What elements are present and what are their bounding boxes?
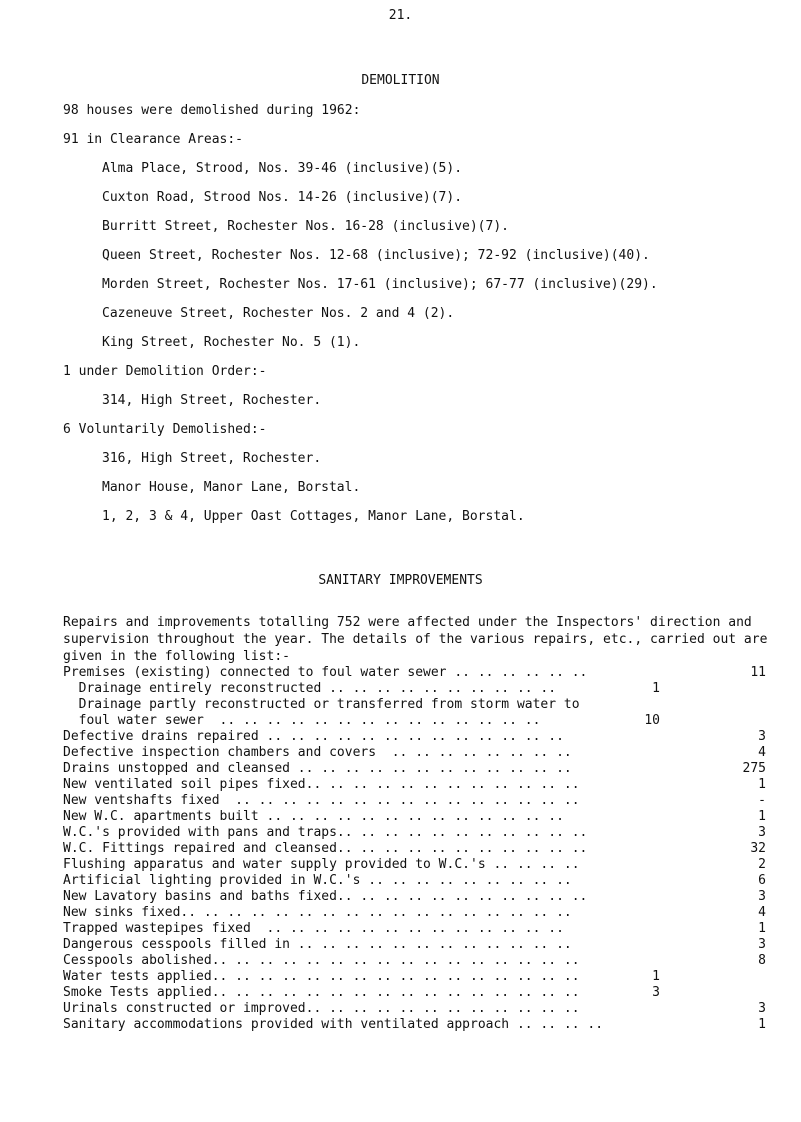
list-item-label: Premises (existing) connected to foul water sewer .. .. .. .. .. .. — [63, 665, 588, 680]
list-item-total: 1 — [758, 777, 766, 792]
list-item-label: Smoke Tests applied.. .. .. .. .. .. .. .. .. .. .. .. .. .. .. .. — [63, 985, 580, 1000]
list-item-label: New sinks fixed.. .. .. .. .. .. .. .. .. .. .. .. .. .. .. .. .. — [63, 905, 572, 920]
sanitary-intro: Repairs and improvements totalling 752 were affected under the Inspectors' direction and supervision throughout the year. The details of the various repairs, etc., carried out are given in the following list:- — [63, 615, 768, 664]
list-item-total: 6 — [758, 873, 766, 888]
demolition-line: 1, 2, 3 & 4, Upper Oast Cottages, Manor Lane, Borstal. — [102, 509, 525, 524]
list-item-label: W.C. Fittings repaired and cleansed.. .. .. .. .. .. .. .. .. .. .. — [63, 841, 588, 856]
list-item-total: 11 — [750, 665, 766, 680]
list-item-total: 1 — [758, 921, 766, 936]
list-item-label: Trapped wastepipes fixed .. .. .. .. .. .. .. .. .. .. .. .. .. — [63, 921, 564, 936]
list-item-total: 3 — [758, 937, 766, 952]
list-item-subtotal: 3 — [652, 985, 660, 1000]
demolition-line: 1 under Demolition Order:- — [63, 364, 267, 379]
demolition-line: 316, High Street, Rochester. — [102, 451, 322, 466]
demolition-line: Queen Street, Rochester Nos. 12-68 (inclusive); 72-92 (inclusive)(40). — [102, 248, 650, 263]
list-item-label: New W.C. apartments built .. .. .. .. .. .. .. .. .. .. .. .. .. — [63, 809, 564, 824]
demolition-line: Alma Place, Strood, Nos. 39-46 (inclusive)(5). — [102, 161, 463, 176]
demolition-line: 98 houses were demolished during 1962: — [63, 103, 361, 118]
list-item-total: 3 — [758, 889, 766, 904]
list-item-total: 3 — [758, 825, 766, 840]
page-number: 21. — [388, 8, 413, 23]
list-item-label: Urinals constructed or improved.. .. .. .. .. .. .. .. .. .. .. .. — [63, 1001, 580, 1016]
list-item-subtotal: 1 — [652, 681, 660, 696]
list-item-label: Cesspools abolished.. .. .. .. .. .. .. .. .. .. .. .. .. .. .. .. — [63, 953, 580, 968]
sanitary-heading: SANITARY IMPROVEMENTS — [318, 573, 483, 588]
list-item-total: 3 — [758, 1001, 766, 1016]
demolition-line: 91 in Clearance Areas:- — [63, 132, 244, 147]
demolition-line: 314, High Street, Rochester. — [102, 393, 322, 408]
list-item-label: Sanitary accommodations provided with ventilated approach .. .. .. .. — [63, 1017, 604, 1032]
list-item-label: Dangerous cesspools filled in .. .. .. .. .. .. .. .. .. .. .. .. — [63, 937, 572, 952]
list-item-label: Defective drains repaired .. .. .. .. .. .. .. .. .. .. .. .. .. — [63, 729, 564, 744]
demolition-line: Burritt Street, Rochester Nos. 16-28 (inclusive)(7). — [102, 219, 509, 234]
demolition-line: Manor House, Manor Lane, Borstal. — [102, 480, 361, 495]
list-item-label: Water tests applied.. .. .. .. .. .. .. .. .. .. .. .. .. .. .. .. — [63, 969, 580, 984]
list-item-label: Drainage partly reconstructed or transferred from storm water to — [63, 697, 580, 712]
list-item-total: 32 — [750, 841, 766, 856]
list-item-subtotal: 10 — [644, 713, 660, 728]
demolition-line: Cuxton Road, Strood Nos. 14-26 (inclusive)(7). — [102, 190, 463, 205]
list-item-label: Drains unstopped and cleansed .. .. .. .. .. .. .. .. .. .. .. .. — [63, 761, 572, 776]
demolition-line: Morden Street, Rochester Nos. 17-61 (inclusive); 67-77 (inclusive)(29). — [102, 277, 658, 292]
demolition-heading: DEMOLITION — [361, 73, 440, 88]
list-item-label: W.C.'s provided with pans and traps.. .. .. .. .. .. .. .. .. .. .. — [63, 825, 588, 840]
list-item-label: Artificial lighting provided in W.C.'s .. .. .. .. .. .. .. .. .. — [63, 873, 572, 888]
list-item-total: 8 — [758, 953, 766, 968]
list-item-label: New ventilated soil pipes fixed.. .. .. .. .. .. .. .. .. .. .. .. — [63, 777, 580, 792]
list-item-label: foul water sewer .. .. .. .. .. .. .. .. .. .. .. .. .. .. — [63, 713, 541, 728]
demolition-line: 6 Voluntarily Demolished:- — [63, 422, 267, 437]
list-item-label: Flushing apparatus and water supply provided to W.C.'s .. .. .. .. — [63, 857, 580, 872]
demolition-line: King Street, Rochester No. 5 (1). — [102, 335, 361, 350]
list-item-total: 3 — [758, 729, 766, 744]
list-item-total: 1 — [758, 809, 766, 824]
list-item-subtotal: 1 — [652, 969, 660, 984]
list-item-total: 4 — [758, 745, 766, 760]
list-item-total: 1 — [758, 1017, 766, 1032]
list-item-total: - — [758, 793, 766, 808]
list-item-label: New ventshafts fixed .. .. .. .. .. .. .. .. .. .. .. .. .. .. .. — [63, 793, 580, 808]
list-item-label: Defective inspection chambers and covers .. .. .. .. .. .. .. .. — [63, 745, 572, 760]
demolition-line: Cazeneuve Street, Rochester Nos. 2 and 4 (2). — [102, 306, 455, 321]
list-item-total: 4 — [758, 905, 766, 920]
list-item-total: 2 — [758, 857, 766, 872]
list-item-total: 275 — [742, 761, 766, 776]
list-item-label: Drainage entirely reconstructed .. .. .. .. .. .. .. .. .. .. — [63, 681, 557, 696]
list-item-label: New Lavatory basins and baths fixed.. .. .. .. .. .. .. .. .. .. .. — [63, 889, 588, 904]
